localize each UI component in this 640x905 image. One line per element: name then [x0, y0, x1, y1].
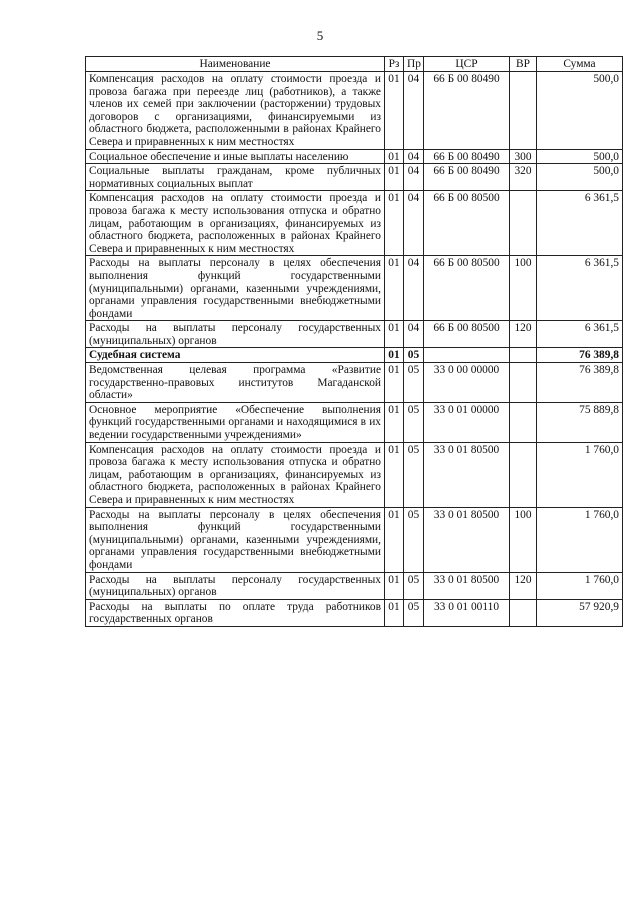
cell-rz: 01 — [385, 402, 404, 442]
cell-pr: 04 — [404, 321, 424, 348]
cell-csr: 66 Б 00 80500 — [424, 256, 510, 321]
table-row — [86, 164, 623, 191]
cell-rz: 01 — [385, 572, 404, 599]
cell-vr — [510, 72, 537, 150]
cell-pr: 05 — [404, 348, 424, 363]
cell-sum: 500,0 — [537, 164, 623, 191]
cell-pr: 05 — [404, 442, 424, 507]
cell-rz: 01 — [385, 599, 404, 626]
cell-sum: 75 889,8 — [537, 402, 623, 442]
cell-pr: 05 — [404, 363, 424, 403]
cell-csr: 33 0 01 80500 — [424, 507, 510, 572]
cell-vr — [510, 442, 537, 507]
cell-sum: 57 920,9 — [537, 599, 623, 626]
cell-csr: 66 Б 00 80490 — [424, 72, 510, 150]
cell-sum: 76 389,8 — [537, 363, 623, 403]
cell-csr: 33 0 01 80500 — [424, 442, 510, 507]
header-pr: Пр — [404, 57, 424, 72]
cell-vr: 300 — [510, 149, 537, 164]
cell-csr: 33 0 01 00110 — [424, 599, 510, 626]
cell-csr: 33 0 01 80500 — [424, 572, 510, 599]
cell-name: Социальные выплаты гражданам, кроме публичных нормативных социальных выплат — [86, 164, 385, 191]
table-row — [86, 507, 623, 572]
cell-vr: 120 — [510, 572, 537, 599]
table-body — [86, 72, 623, 627]
cell-csr: 33 0 01 00000 — [424, 402, 510, 442]
cell-sum: 1 760,0 — [537, 442, 623, 507]
cell-rz: 01 — [385, 363, 404, 403]
table-header-row — [86, 57, 623, 72]
cell-vr — [510, 348, 537, 363]
cell-rz: 01 — [385, 149, 404, 164]
cell-name: Ведомственная целевая программа «Развитие государственно-правовых институтов Магаданской области» — [86, 363, 385, 403]
table-row — [86, 191, 623, 256]
table-row — [86, 321, 623, 348]
cell-name: Компенсация расходов на оплату стоимости проезда и провоза багажа при переезде лиц (работников), а также членов их семей при заключении (расторжении) трудовых договоров с организациями, финансируемыми из областного бюджета, расположенными в районах Крайнего Севера и приравненных к ним местностях — [86, 72, 385, 150]
cell-sum: 1 760,0 — [537, 507, 623, 572]
cell-csr — [424, 348, 510, 363]
cell-rz: 01 — [385, 72, 404, 150]
header-rz: Рз — [385, 57, 404, 72]
cell-csr: 66 Б 00 80500 — [424, 321, 510, 348]
cell-pr: 05 — [404, 599, 424, 626]
cell-name: Расходы на выплаты персоналу государственных (муниципальных) органов — [86, 321, 385, 348]
cell-sum: 500,0 — [537, 149, 623, 164]
cell-vr: 120 — [510, 321, 537, 348]
cell-rz: 01 — [385, 507, 404, 572]
cell-pr: 05 — [404, 572, 424, 599]
cell-name: Основное мероприятие «Обеспечение выполнения функций государственными органами и находящимися в их ведении государственными учреждениями» — [86, 402, 385, 442]
table-row — [86, 442, 623, 507]
cell-rz: 01 — [385, 191, 404, 256]
cell-vr — [510, 363, 537, 403]
cell-name: Социальное обеспечение и иные выплаты населению — [86, 149, 385, 164]
header-vr: ВР — [510, 57, 537, 72]
cell-vr: 100 — [510, 507, 537, 572]
table-row — [86, 599, 623, 626]
cell-csr: 66 Б 00 80490 — [424, 149, 510, 164]
cell-rz: 01 — [385, 442, 404, 507]
cell-name: Расходы на выплаты персоналу в целях обеспечения выполнения функций государственными (муниципальными) органами, казенными учреждениями, органами управления государственными внебюджетными фондами — [86, 507, 385, 572]
table-row — [86, 72, 623, 150]
cell-sum: 1 760,0 — [537, 572, 623, 599]
table-row — [86, 256, 623, 321]
cell-vr — [510, 599, 537, 626]
table-row — [86, 348, 623, 363]
cell-sum: 76 389,8 — [537, 348, 623, 363]
cell-csr: 66 Б 00 80500 — [424, 191, 510, 256]
cell-rz: 01 — [385, 256, 404, 321]
table-row — [86, 149, 623, 164]
table-row — [86, 572, 623, 599]
header-sum: Сумма — [537, 57, 623, 72]
cell-pr: 04 — [404, 164, 424, 191]
cell-pr: 04 — [404, 72, 424, 150]
cell-vr — [510, 402, 537, 442]
cell-vr — [510, 191, 537, 256]
budget-table — [85, 56, 623, 627]
cell-sum: 6 361,5 — [537, 191, 623, 256]
cell-vr: 100 — [510, 256, 537, 321]
cell-csr: 33 0 00 00000 — [424, 363, 510, 403]
page-number: 5 — [316, 28, 324, 43]
table-row — [86, 363, 623, 403]
cell-name: Расходы на выплаты по оплате труда работников государственных органов — [86, 599, 385, 626]
cell-rz: 01 — [385, 348, 404, 363]
cell-name: Расходы на выплаты персоналу государственных (муниципальных) органов — [86, 572, 385, 599]
cell-name: Компенсация расходов на оплату стоимости проезда и провоза багажа к месту использования отпуска и обратно лицам, работающим в организациях, финансируемых из областного бюджета, расположенных в районах Крайнего Севера и приравненных к ним местностях — [86, 442, 385, 507]
cell-rz: 01 — [385, 164, 404, 191]
cell-pr: 04 — [404, 191, 424, 256]
cell-rz: 01 — [385, 321, 404, 348]
cell-pr: 05 — [404, 507, 424, 572]
cell-sum: 500,0 — [537, 72, 623, 150]
cell-name: Судебная система — [86, 348, 385, 363]
cell-sum: 6 361,5 — [537, 321, 623, 348]
table-row — [86, 402, 623, 442]
header-name: Наименование — [86, 57, 385, 72]
cell-pr: 04 — [404, 256, 424, 321]
cell-name: Расходы на выплаты персоналу в целях обеспечения выполнения функций государственными (муниципальными) органами, казенными учреждениями, органами управления государственными внебюджетными фондами — [86, 256, 385, 321]
cell-pr: 04 — [404, 149, 424, 164]
cell-pr: 05 — [404, 402, 424, 442]
cell-vr: 320 — [510, 164, 537, 191]
cell-sum: 6 361,5 — [537, 256, 623, 321]
cell-name: Компенсация расходов на оплату стоимости проезда и провоза багажа к месту использования отпуска и обратно лицам, работающим в организациях, финансируемых из областного бюджета, расположенных в районах Крайнего Севера и приравненных к ним местностях — [86, 191, 385, 256]
cell-csr: 66 Б 00 80490 — [424, 164, 510, 191]
header-csr: ЦСР — [424, 57, 510, 72]
